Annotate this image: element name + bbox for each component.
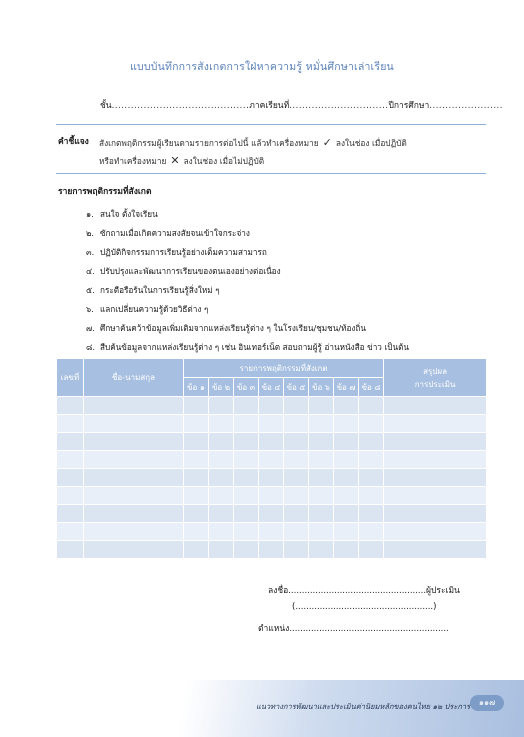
table-row	[57, 505, 487, 523]
printed-name-line: (...................................................)	[292, 602, 437, 612]
header-item-1: ข้อ ๑	[184, 378, 209, 397]
divider-top	[56, 124, 486, 125]
header-item-7: ข้อ ๗	[334, 378, 359, 397]
table-row	[57, 523, 487, 541]
observation-table	[56, 358, 487, 559]
table-row	[57, 541, 487, 559]
behavior-item: ๔. ปรับปรุงและพัฒนาการเรียนของตนเองอย่างต่อเนื่อง	[86, 266, 281, 276]
table-row	[57, 433, 487, 451]
instruction-line-2b: ลงในช่อง เมื่อไม่ปฏิบัติ	[183, 156, 265, 166]
header-item-3: ข้อ ๓	[234, 378, 259, 397]
header-item-8: ข้อ ๘	[359, 378, 384, 397]
instruction-line-2: หรือทำเครื่องหมาย	[99, 156, 167, 166]
header-item-4: ข้อ ๔	[259, 378, 284, 397]
divider-middle	[56, 173, 486, 174]
position-line: ตำแหน่ง...........................................................	[258, 624, 449, 634]
table-row	[57, 397, 487, 415]
grade-label: ชั้น	[100, 101, 112, 111]
table-row	[57, 415, 487, 433]
cross-mark-icon: ✕	[170, 154, 180, 167]
check-mark-icon: ✓	[322, 136, 332, 149]
term-label: ภาคเรียนที่	[249, 101, 290, 111]
behavior-item: ๑. สนใจ ตั้งใจเรียน	[86, 209, 158, 219]
behavior-item: ๒. ซักถามเมื่อเกิดความสงสัยจนเข้าใจกระจ่าง	[86, 228, 250, 238]
behavior-list-title: รายการพฤติกรรมที่สังเกต	[58, 187, 152, 197]
page-number: ๑๑๗	[470, 695, 504, 711]
grade-blank: ...........................................	[111, 101, 250, 111]
term-blank: ...............................	[289, 101, 389, 111]
header-behaviors: รายการพฤติกรรมที่สังเกต	[184, 359, 384, 378]
year-label: ปีการศึกษา	[388, 101, 430, 111]
behavior-item: ๓. ปฏิบัติกิจกรรมการเรียนรู้อย่างเต็มความสามารถ	[86, 247, 267, 257]
year-blank: .......................	[429, 101, 503, 111]
behavior-list	[86, 205, 486, 357]
table-row	[57, 469, 487, 487]
behavior-item: ๖. แลกเปลี่ยนความรู้ด้วยวิธีต่าง ๆ	[86, 304, 209, 314]
header-item-6: ข้อ ๖	[309, 378, 334, 397]
signature-line: ลงชื่อ...................................................ผู้ประเมิน	[268, 586, 460, 596]
table-row	[57, 487, 487, 505]
instruction-line-1b: ลงในช่อง เมื่อปฏิบัติ	[335, 138, 407, 148]
behavior-item: ๘. สืบค้นข้อมูลจากแหล่งเรียนรู้ต่าง ๆ เช่น อินเทอร์เน็ต สอบถามผู้รู้ อ่านหนังสือ ข่าว เป็นต้น	[86, 342, 410, 352]
header-name: ชื่อ-นามสกุล	[84, 359, 184, 397]
instruction-text	[99, 134, 489, 170]
behavior-item: ๗. ศึกษาค้นคว้าข้อมูลเพิ่มเติมจากแหล่งเรียนรู้ต่าง ๆ ในโรงเรียน/ชุมชน/ท้องถิ่น	[86, 323, 366, 333]
class-info-line	[100, 98, 503, 112]
instruction-label: คำชี้แจง	[58, 137, 89, 147]
header-number: เลขที่	[57, 359, 84, 397]
form-title: แบบบันทึกการสังเกตการใฝ่หาความรู้ หมั่นศึกษาเล่าเรียน	[130, 61, 394, 73]
behavior-item: ๕. กระตือรือร้นในการเรียนรู้สิ่งใหม่ ๆ	[86, 285, 220, 295]
instruction-line-1: สังเกตพฤติกรรมผู้เรียนตามรายการต่อไปนี้ แล้วทำเครื่องหมาย	[99, 138, 319, 148]
header-summary: สรุปผล การประเมิน	[384, 359, 487, 397]
header-item-5: ข้อ ๕	[284, 378, 309, 397]
footer-text: แนวทางการพัฒนาและประเมินค่านิยมหลักของคนไทย ๑๒ ประการ	[256, 702, 471, 711]
header-item-2: ข้อ ๒	[209, 378, 234, 397]
table-row	[57, 451, 487, 469]
